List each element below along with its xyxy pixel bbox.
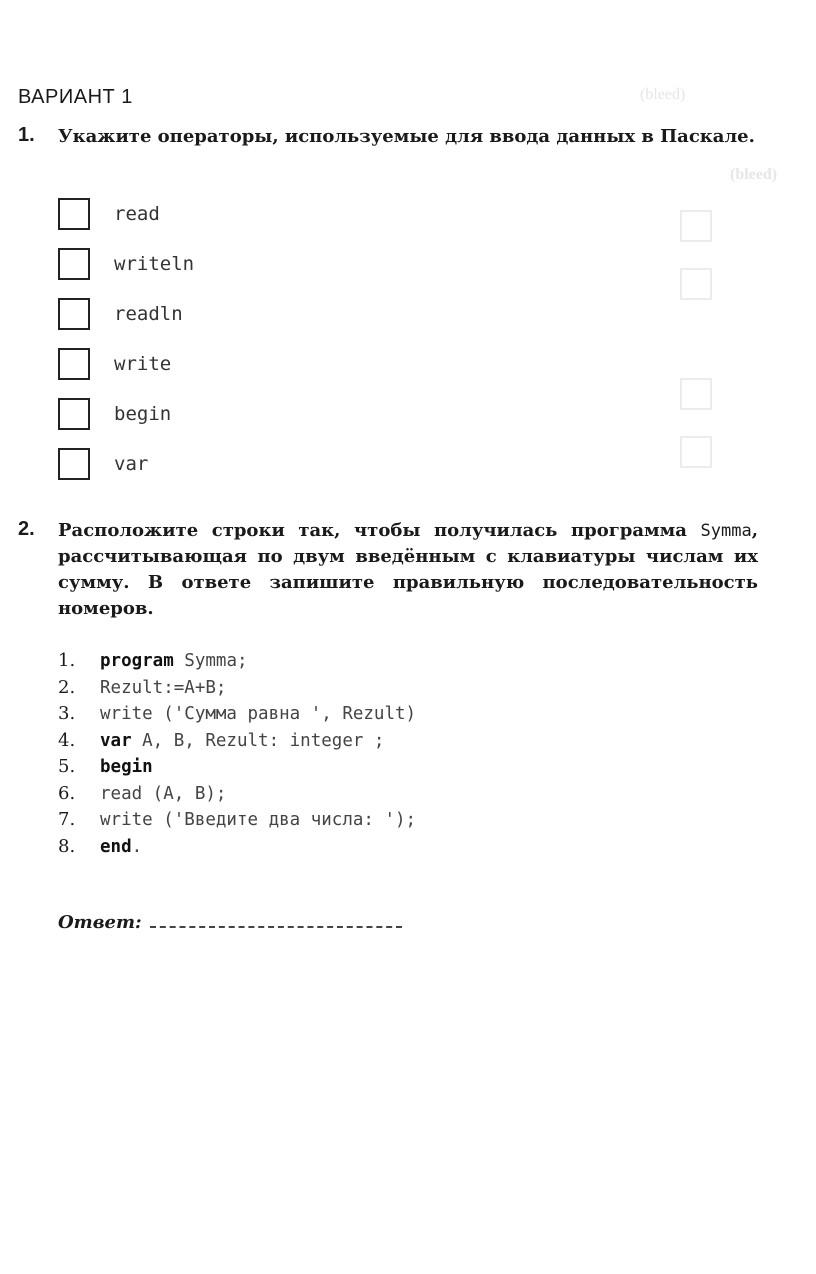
code-text: Rezult:=A+B; <box>100 677 227 698</box>
bleed-through-box <box>680 268 712 300</box>
question-number: 2. <box>18 518 35 540</box>
line-number: 5. <box>58 756 76 777</box>
variant-heading: ВАРИАНТ 1 <box>18 86 133 108</box>
code-text: write ('Сумма равна ', Rezult) <box>100 704 417 724</box>
checkbox[interactable] <box>58 248 90 280</box>
checkbox[interactable] <box>58 298 90 330</box>
option-label: var <box>114 453 149 475</box>
code-line <box>58 756 416 783</box>
answer-label: Ответ: <box>58 912 142 933</box>
code-line <box>58 703 416 730</box>
bleed-through-text: (bleed) <box>730 166 778 183</box>
question-text-part: , рассчитывающая по двум введённым с клавиатуры числам их сумму. В ответе запишите правильную последовательность номеров. <box>58 520 758 619</box>
option-begin[interactable] <box>58 398 194 448</box>
line-number: 6. <box>58 782 76 804</box>
option-read[interactable] <box>58 198 194 248</box>
bleed-through-box <box>680 210 712 242</box>
bleed-through-box <box>680 378 712 410</box>
question-1 <box>18 124 758 150</box>
code-line <box>58 730 416 757</box>
code-line <box>58 836 416 863</box>
line-number: 4. <box>58 729 76 751</box>
line-number: 2. <box>58 676 76 698</box>
question-2 <box>18 518 758 622</box>
option-readln[interactable] <box>58 298 194 348</box>
option-label: read <box>114 203 160 225</box>
code-text: write ('Введите два числа: '); <box>100 810 417 830</box>
answer-field[interactable] <box>150 910 402 928</box>
line-number: 7. <box>58 809 76 830</box>
options-list <box>58 198 194 498</box>
option-write[interactable] <box>58 348 194 398</box>
checkbox[interactable] <box>58 198 90 230</box>
option-label: begin <box>114 403 172 425</box>
option-label: readln <box>114 303 183 325</box>
code-line <box>58 650 416 677</box>
line-number: 3. <box>58 703 76 724</box>
code-text: A, B, Rezult: integer ; <box>131 730 385 751</box>
program-name: Symma <box>700 521 752 541</box>
line-number: 1. <box>58 650 76 671</box>
checkbox[interactable] <box>58 398 90 430</box>
option-label: write <box>114 353 172 375</box>
answer-row <box>58 910 402 933</box>
keyword: begin <box>100 757 153 777</box>
question-number: 1. <box>18 124 35 146</box>
keyword: program <box>100 651 174 671</box>
code-line <box>58 809 416 836</box>
checkbox[interactable] <box>58 348 90 380</box>
question-text: Укажите операторы, используемые для ввода данных в Паскале. <box>58 126 755 147</box>
line-number: 8. <box>58 835 76 857</box>
option-var[interactable] <box>58 448 194 498</box>
bleed-through-text: (bleed) <box>640 86 686 103</box>
code-line <box>58 677 416 704</box>
question-text <box>58 518 758 622</box>
bleed-through-box <box>680 436 712 468</box>
program-listing <box>58 650 416 862</box>
code-text: Symma; <box>173 651 248 671</box>
keyword: end <box>100 836 132 857</box>
checkbox[interactable] <box>58 448 90 480</box>
option-label: writeln <box>114 253 195 275</box>
code-text: . <box>131 836 143 857</box>
question-text-part: Расположите строки так, чтобы получилась программа <box>58 520 701 541</box>
code-line <box>58 783 416 810</box>
option-writeln[interactable] <box>58 248 194 298</box>
keyword: var <box>100 730 132 751</box>
code-text: read (A, B); <box>100 783 227 804</box>
